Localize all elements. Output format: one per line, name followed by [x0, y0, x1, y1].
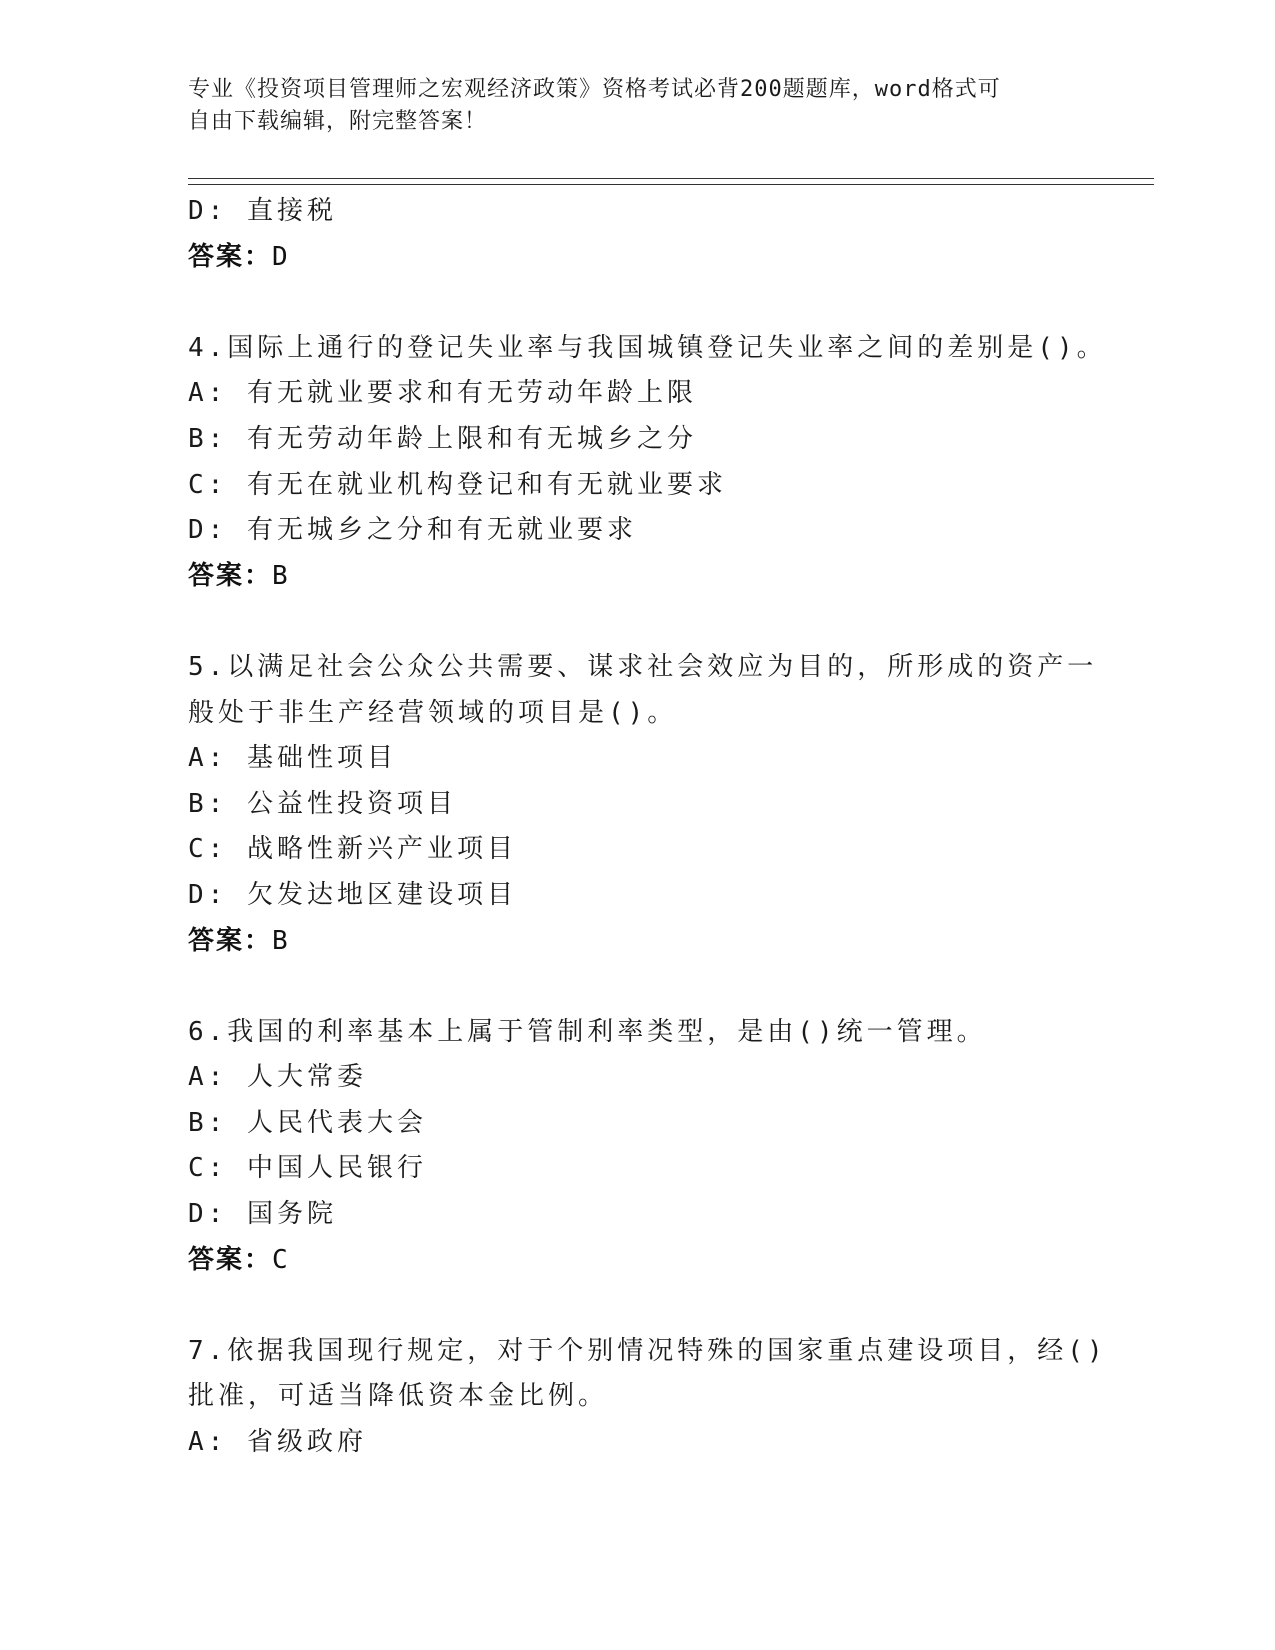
- option-a: A: 省级政府: [188, 1427, 367, 1458]
- spacer: [188, 599, 1088, 645]
- question-stem: 4.国际上通行的登记失业率与我国城镇登记失业率之间的差别是()。: [188, 332, 1107, 363]
- answer-value: B: [272, 560, 290, 591]
- question-stem-cont: 批准，可适当降低资本金比例。: [188, 1381, 609, 1412]
- option-b: B: 公益性投资项目: [188, 788, 457, 819]
- answer-line: [188, 919, 1088, 965]
- spacer: [188, 1283, 1088, 1329]
- answer-label: 答案：: [188, 560, 273, 591]
- answer-line: [188, 554, 1088, 600]
- header-line-2: 自由下载编辑，附完整答案！: [188, 109, 488, 134]
- question-stem: 5.以满足社会公众公共需要、谋求社会效应为目的，所形成的资产一: [188, 651, 1098, 682]
- question-4: [188, 326, 1107, 600]
- option-a: A: 有无就业要求和有无劳动年龄上限: [188, 378, 697, 409]
- answer-label: 答案：: [188, 241, 273, 272]
- question-list: [188, 189, 1107, 1466]
- answer-label: 答案：: [188, 925, 273, 956]
- option-a: A: 人大常委: [188, 1062, 367, 1093]
- answer-value: C: [272, 1244, 290, 1275]
- question-stem: 6.我国的利率基本上属于管制利率类型，是由()统一管理。: [188, 1016, 987, 1047]
- question-6: [188, 1010, 1088, 1284]
- option-c: C: 中国人民银行: [188, 1153, 427, 1184]
- question-7: [188, 1329, 1107, 1466]
- spacer: [188, 964, 1088, 1010]
- question-3-tail: [188, 189, 1088, 280]
- document-header: [188, 74, 1088, 138]
- option-d: D: 国务院: [188, 1199, 337, 1230]
- header-line-1: 专业《投资项目管理师之宏观经济政策》资格考试必背200题题库，word格式可: [188, 77, 1001, 102]
- answer-line: [188, 1238, 1088, 1284]
- option-a: A: 基础性项目: [188, 743, 397, 774]
- answer-value: B: [272, 925, 290, 956]
- question-stem-cont: 般处于非生产经营领域的项目是()。: [188, 697, 678, 728]
- answer-label: 答案：: [188, 1244, 273, 1275]
- option-d: D: 直接税: [188, 196, 337, 226]
- header-divider: [188, 178, 1154, 185]
- option-d: D: 欠发达地区建设项目: [188, 879, 517, 910]
- question-stem: 7.依据我国现行规定，对于个别情况特殊的国家重点建设项目，经(): [188, 1335, 1107, 1366]
- spacer: [188, 280, 1088, 326]
- option-b: B: 人民代表大会: [188, 1107, 427, 1138]
- question-5: [188, 645, 1098, 964]
- answer-line: [188, 235, 1088, 281]
- option-c: C: 战略性新兴产业项目: [188, 834, 517, 865]
- option-d: D: 有无城乡之分和有无就业要求: [188, 515, 637, 546]
- answer-value: D: [272, 241, 290, 272]
- option-b: B: 有无劳动年龄上限和有无城乡之分: [188, 423, 697, 454]
- option-c: C: 有无在就业机构登记和有无就业要求: [188, 469, 727, 500]
